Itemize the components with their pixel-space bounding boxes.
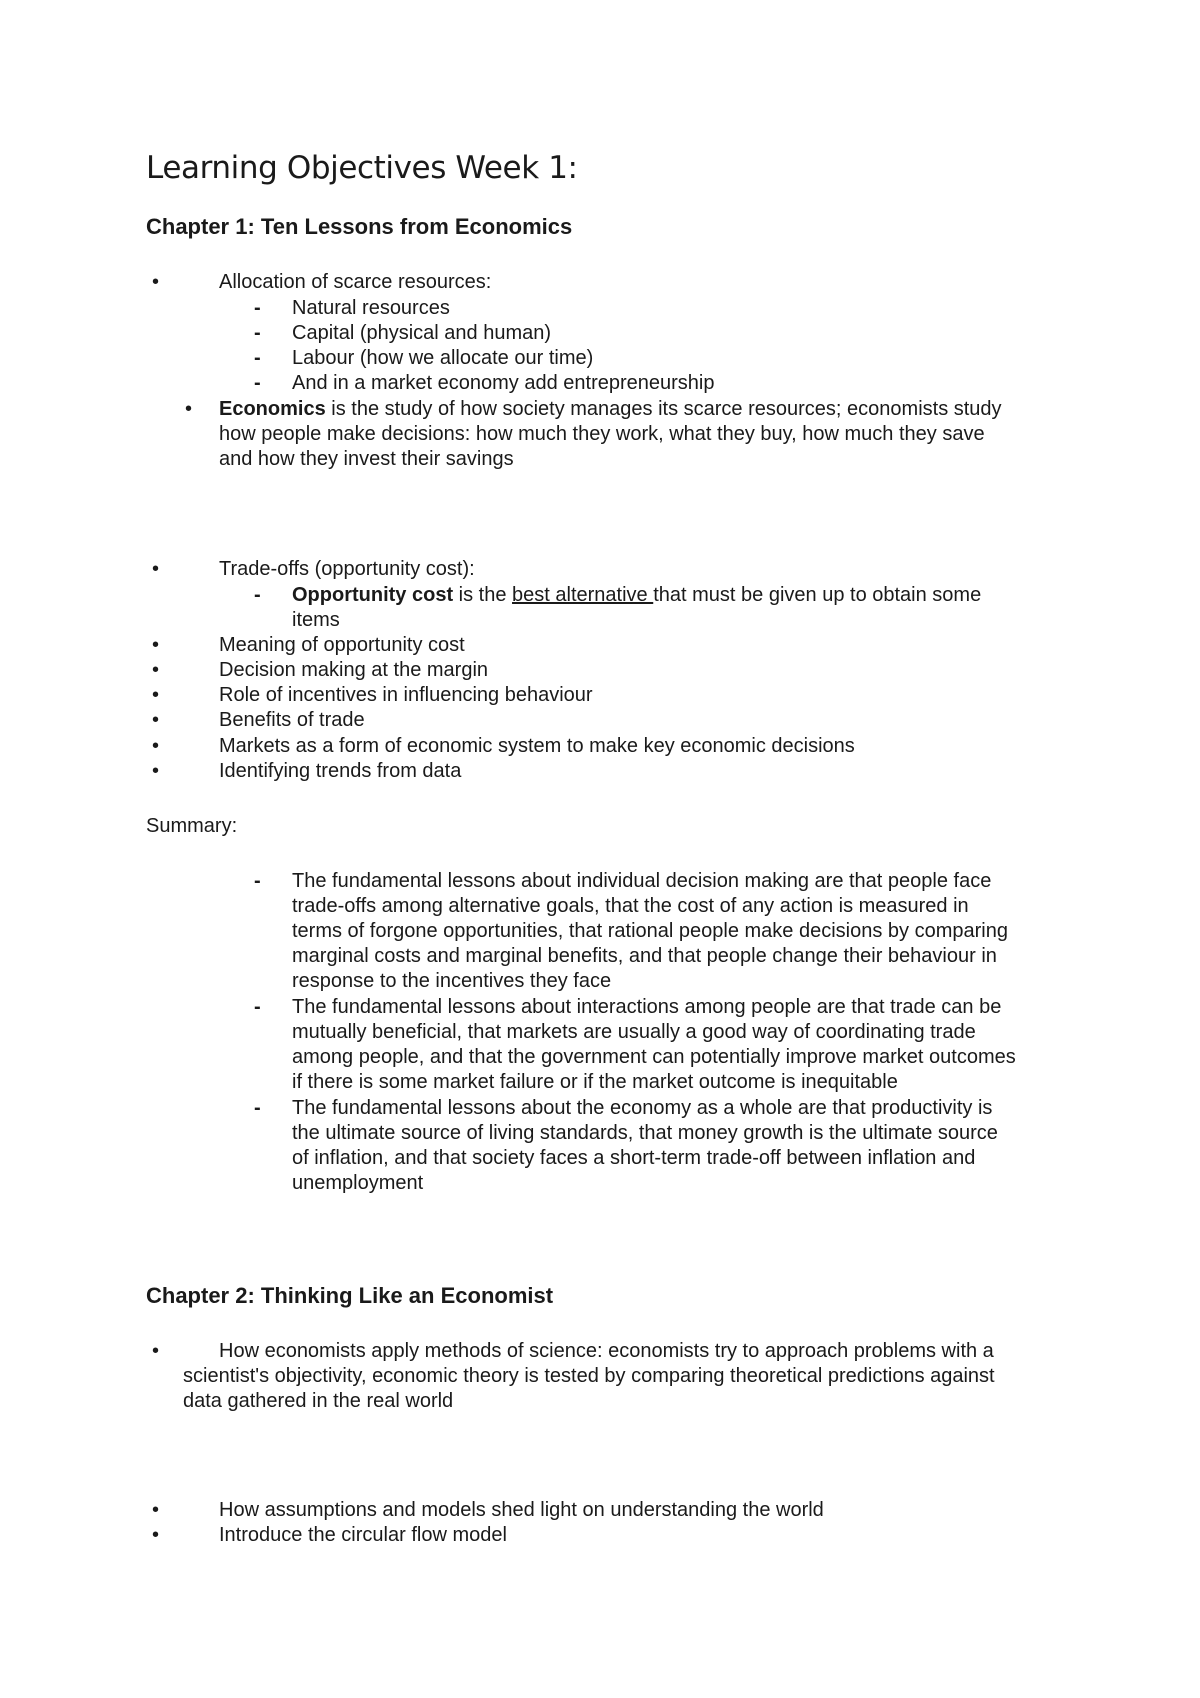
summary-line: trade-offs among alternative goals, that the cost of any action is measured in — [292, 895, 969, 917]
summary-line: among people, and that the government can potentially improve market outcomes — [292, 1046, 1016, 1068]
summary-line: marginal costs and marginal benefits, and that people change their behaviour in — [292, 945, 997, 967]
bullet-icon: • — [152, 1499, 160, 1521]
best-alternative-underline: best alternative — [512, 584, 654, 606]
summary-line: The fundamental lessons about interactions among people are that trade can be — [292, 996, 1002, 1018]
economics-definition-text: is the study of how society manages its scarce resources; economists study — [325, 398, 1002, 420]
list-item: Meaning of opportunity cost — [219, 634, 465, 656]
bullet-icon: • — [152, 1340, 160, 1362]
dash-icon: - — [254, 372, 261, 394]
dash-icon: - — [254, 1097, 261, 1119]
economics-definition-line: how people make decisions: how much they work, what they buy, how much they save — [219, 423, 985, 445]
list-item: Introduce the circular flow model — [219, 1524, 507, 1546]
summary-line: unemployment — [292, 1172, 424, 1194]
dash-icon: - — [254, 297, 261, 319]
allocation-item: Natural resources — [292, 297, 450, 319]
summary-line: The fundamental lessons about individual decision making are that people face — [292, 870, 992, 892]
list-item: Role of incentives in influencing behaviour — [219, 684, 593, 706]
bullet-icon: • — [152, 659, 160, 681]
science-line: data gathered in the real world — [183, 1390, 454, 1412]
chapter-2-heading: Chapter 2: Thinking Like an Economist — [146, 1283, 554, 1308]
allocation-item: Labour (how we allocate our time) — [292, 347, 594, 369]
opportunity-cost-definition: items — [292, 609, 340, 631]
bullet-icon: • — [152, 558, 160, 580]
opportunity-cost-text: that must be given up to obtain some — [653, 584, 982, 606]
bullet-icon: • — [152, 735, 160, 757]
opportunity-cost-text: is the — [453, 584, 513, 606]
dash-icon: - — [254, 347, 261, 369]
economics-definition-line — [219, 397, 1002, 422]
summary-line: terms of forgone opportunities, that rational people make decisions by comparing — [292, 920, 1008, 942]
bullet-icon: • — [152, 634, 160, 656]
dash-icon: - — [254, 322, 261, 344]
allocation-label: Allocation of scarce resources: — [219, 271, 492, 293]
tradeoffs-label: Trade-offs (opportunity cost): — [219, 558, 475, 580]
list-item: Markets as a form of economic system to make key economic decisions — [219, 735, 855, 757]
opportunity-cost-definition — [292, 583, 981, 608]
chapter-1-heading: Chapter 1: Ten Lessons from Economics — [146, 214, 573, 239]
summary-line: if there is some market failure or if the market outcome is inequitable — [292, 1071, 898, 1093]
economics-term: Economics — [219, 398, 326, 420]
list-item: Identifying trends from data — [219, 760, 462, 782]
bullet-icon: • — [152, 760, 160, 782]
allocation-item: Capital (physical and human) — [292, 322, 552, 344]
bullet-icon: • — [152, 1524, 160, 1546]
summary-line: mutually beneficial, that markets are usually a good way of coordinating trade — [292, 1021, 976, 1043]
bullet-icon: • — [152, 271, 160, 293]
summary-line: of inflation, and that society faces a short-term trade-off between inflation and — [292, 1147, 976, 1169]
opportunity-cost-term: Opportunity cost — [292, 584, 454, 606]
dash-icon: - — [254, 996, 261, 1018]
bullet-icon: • — [152, 709, 160, 731]
economics-definition-line: and how they invest their savings — [219, 448, 514, 470]
bullet-icon: • — [152, 684, 160, 706]
summary-line: response to the incentives they face — [292, 970, 612, 992]
dash-icon: - — [254, 870, 261, 892]
science-line: How economists apply methods of science: economists try to approach problems with a — [219, 1340, 994, 1362]
summary-line: The fundamental lessons about the economy as a whole are that productivity is — [292, 1097, 993, 1119]
science-line: scientist's objectivity, economic theory is tested by comparing theoretical predictions against — [183, 1365, 995, 1387]
list-item: Decision making at the margin — [219, 659, 489, 681]
list-item: Benefits of trade — [219, 709, 365, 731]
list-item: How assumptions and models shed light on understanding the world — [219, 1499, 824, 1521]
summary-line: the ultimate source of living standards, that money growth is the ultimate source — [292, 1122, 998, 1144]
summary-label: Summary: — [146, 815, 238, 837]
bullet-icon: • — [185, 398, 193, 420]
allocation-item: And in a market economy add entrepreneurship — [292, 372, 715, 394]
dash-icon: - — [254, 584, 261, 606]
page-title: Learning Objectives Week 1: — [146, 150, 578, 186]
